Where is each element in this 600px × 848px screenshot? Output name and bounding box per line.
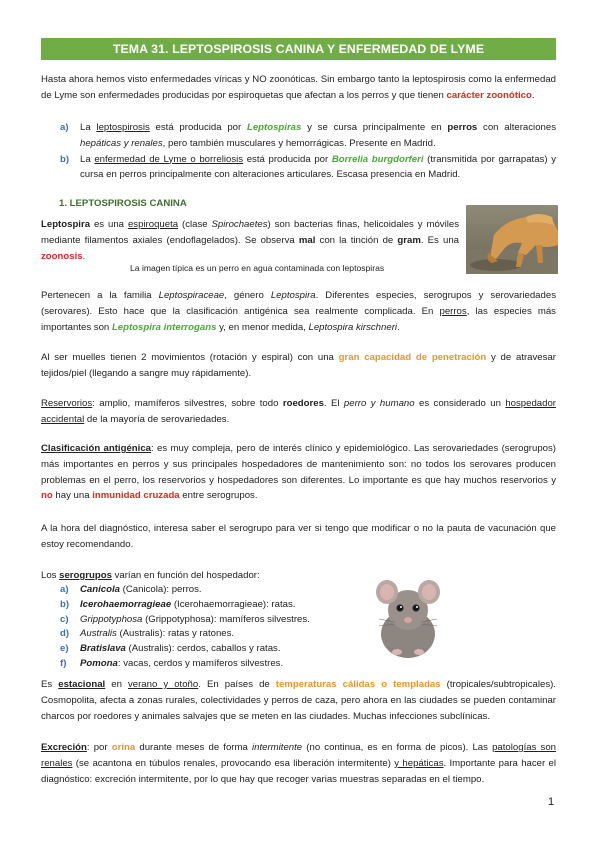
diagnosis-paragraph: A la hora del diagnóstico, interesa saber el serogrupo para ver si tengo que modificar o no la pauta de vacunación que estoy recomendando.	[41, 523, 556, 550]
list-item: a) Canicola (Canicola): perros.	[60, 584, 202, 595]
list-item: b) Icerohaemorragieae (Icerohaemorragieae): ratas.	[60, 598, 296, 610]
leptospira-paragraph: Leptospira es una espiroqueta (clase Spirochaetes) son bacterias finas, helicoidales y móviles mediante filamentos axiales (endoflagelados). Se observa mal con la tinción de gram. Es una zoonosis.	[41, 219, 459, 262]
reservoirs-paragraph: Reservorios: amplio, mamíferos silvestres, sobre todo roedores. El perro y humano es considerado un hospedador accidental de la mayoría de serovariedades.	[41, 398, 556, 425]
motility-paragraph: Al ser muelles tienen 2 movimientos (rotación y espiral) con una gran capacidad de penetración y de atravesar tejidos/piel (llegando a sangre muy rápidamente).	[41, 352, 556, 379]
zoonotic-highlight: carácter zoonótico	[446, 89, 532, 101]
dog-drinking-photo	[466, 205, 558, 274]
section-heading: 1. LEPTOSPIROSIS CANINA	[59, 198, 187, 209]
page-title: TEMA 31. LEPTOSPIROSIS CANINA Y ENFERMEDAD DE LYME	[41, 38, 556, 60]
classification-paragraph: Clasificación antigénica: es muy compleja, pero de interés clínico y epidemiológico. Las serovariedades (serogrupos) más importantes en perros y sus principales hospedadores de mantenimiento son: no todos los serovares producen problemas en el perro, los reservorios y hospedadores son diferentes. Lo importante es que hay muchos reservorios y no hay una inmunidad cruzada entre serogrupos.	[41, 443, 556, 502]
rat-illustration	[373, 572, 443, 660]
list-item: f) Pomona: vacas, cerdos y mamíferos silvestres.	[60, 657, 284, 669]
image-caption: La imagen típica es un perro en agua contaminada con leptospiras	[130, 263, 385, 273]
dog-illustration	[466, 205, 558, 274]
list-item: e) Bratislava (Australis): cerdos, caballos y ratas.	[60, 643, 281, 655]
rat-photo	[373, 572, 443, 660]
list-item: d) Australis (Australis): ratas y ratones.	[60, 628, 235, 640]
list-item: c) Grippotyphosa (Grippotyphosa): mamíferos silvestres.	[60, 613, 310, 625]
page-number: 1	[548, 796, 555, 808]
list-item: a) La leptospirosis está producida por Leptospiras y se cursa principalmente en perros con alteraciones hepáticas y renales, pero también musculares y hemorrágicas. Presente en Madrid.	[60, 122, 556, 149]
seasonal-paragraph: Es estacional en verano y otoño. En países de temperaturas cálidas o templadas (tropicales/subtropicales). Cosmopolita, afecta a zonas rurales, colectividades y perros de caza, pero ahora en las ciudades se pueden contaminar charcos por roedores y animales salvajes que se meten en las ciudades. Muchas infecciones subclínicas.	[41, 679, 556, 722]
serogroups-intro: Los serogrupos varían en función del hospedador:	[41, 570, 260, 581]
serogroups-list	[41, 583, 556, 672]
family-paragraph: Pertenecen a la familia Leptospiraceae, género Leptospira. Diferentes especies, serogrupos y serovariedades (serovares). Esto hace que la clasificación antigénica sea realmente complicada. En perros, las especies más importantes son Leptospira interrogans y, en menor medida, Leptospira kirschneri.	[41, 290, 556, 333]
list-item: b) La enfermedad de Lyme o borreliosis está producida por Borrelia burgdorferi (transmitida por garrapatas) y cursa en perros principalmente con alteraciones articulares. Escasa presencia en Madrid.	[60, 153, 556, 181]
intro-list	[41, 120, 556, 183]
excretion-paragraph: Excreción: por orina durante meses de forma intermitente (no continua, es en forma de picos). Las patologías son renales (se acantona en túbulos renales, provocando esa liberación intermitente) y hepáticas. Importante para hacer el diagnóstico: excreción intermitente, por lo que hay que recoger varias muestras separadas en el tiempo.	[41, 742, 557, 785]
intro-paragraph: Hasta ahora hemos visto enfermedades víricas y NO zoonóticas. Sin embargo tanto la leptospirosis como la enfermedad de Lyme son enfermedades producidas por espiroquetas que afectan a los perros y que tienen carácter zoonótico.	[41, 74, 556, 101]
